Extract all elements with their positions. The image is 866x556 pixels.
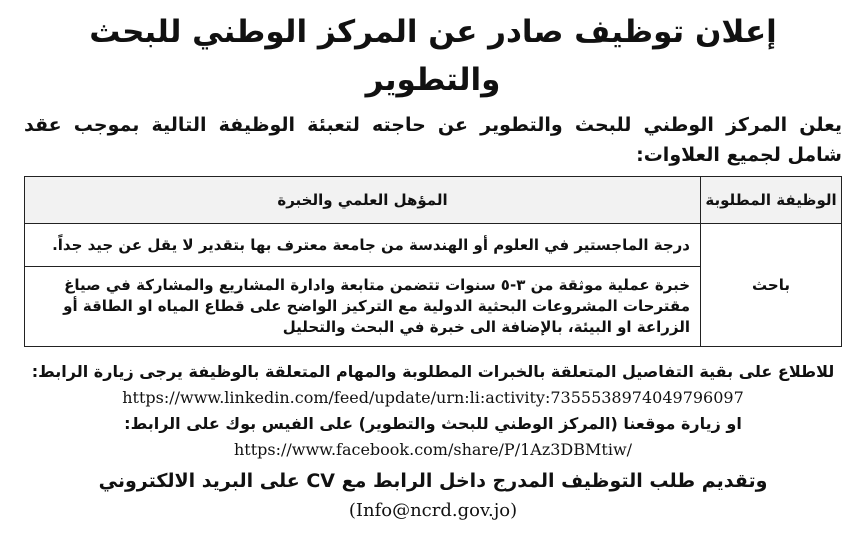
facebook-instruction: او زيارة موقعنا (المركز الوطني للبحث والتطوير) على الفيس بوك على الرابط:: [124, 414, 742, 433]
page-title: إعلان توظيف صادر عن المركز الوطني للبحث والتطوير: [89, 14, 777, 98]
degree-requirement: درجة الماجستير في العلوم أو الهندسة من جامعة معترف بها بتقدير لا يقل عن جيد جداً.: [25, 224, 701, 267]
linkedin-link[interactable]: https://www.linkedin.com/feed/update/urn:li:activity:7355538974049796097: [122, 388, 744, 407]
header-job: الوظيفة المطلوبة: [701, 177, 842, 224]
contact-email[interactable]: (Info@ncrd.gov.jo): [348, 500, 518, 521]
job-title-cell: باحث: [701, 224, 842, 347]
apply-instruction: وتقديم طلب التوظيف المدرج داخل الرابط مع CV على البريد الالكتروني: [98, 470, 768, 492]
table-row: [25, 224, 842, 267]
jobs-table: [24, 176, 842, 347]
linkedin-instruction: للاطلاع على بقية التفاصيل المتعلقة بالخبرات المطلوبة والمهام المتعلقة بالوظيفة يرجى زيارة الرابط:: [31, 362, 835, 381]
facebook-link[interactable]: https://www.facebook.com/share/P/1Az3DBMtiw/: [233, 440, 633, 459]
job-announcement: [0, 8, 866, 556]
header-qualification: المؤهل العلمي والخبرة: [25, 177, 701, 224]
experience-requirement: خبرة عملية موثقة من ٣-٥ سنوات تتضمن متابعة وادارة المشاريع والمشاركة في صياغ مقترحات المشروعات البحثية الدولية مع التركيز الواضح على قطاع المياه او الطاقة أو الزراعة او البيئة، بالإضافة الى خبرة في البحث والتحليل: [25, 267, 701, 347]
application-details: [24, 359, 842, 526]
intro-paragraph: يعلن المركز الوطني للبحث والتطوير عن حاجته لتعبئة الوظيفة التالية بموجب عقد شامل لجميع العلاوات:: [24, 114, 842, 166]
table-header-row: [25, 177, 842, 224]
